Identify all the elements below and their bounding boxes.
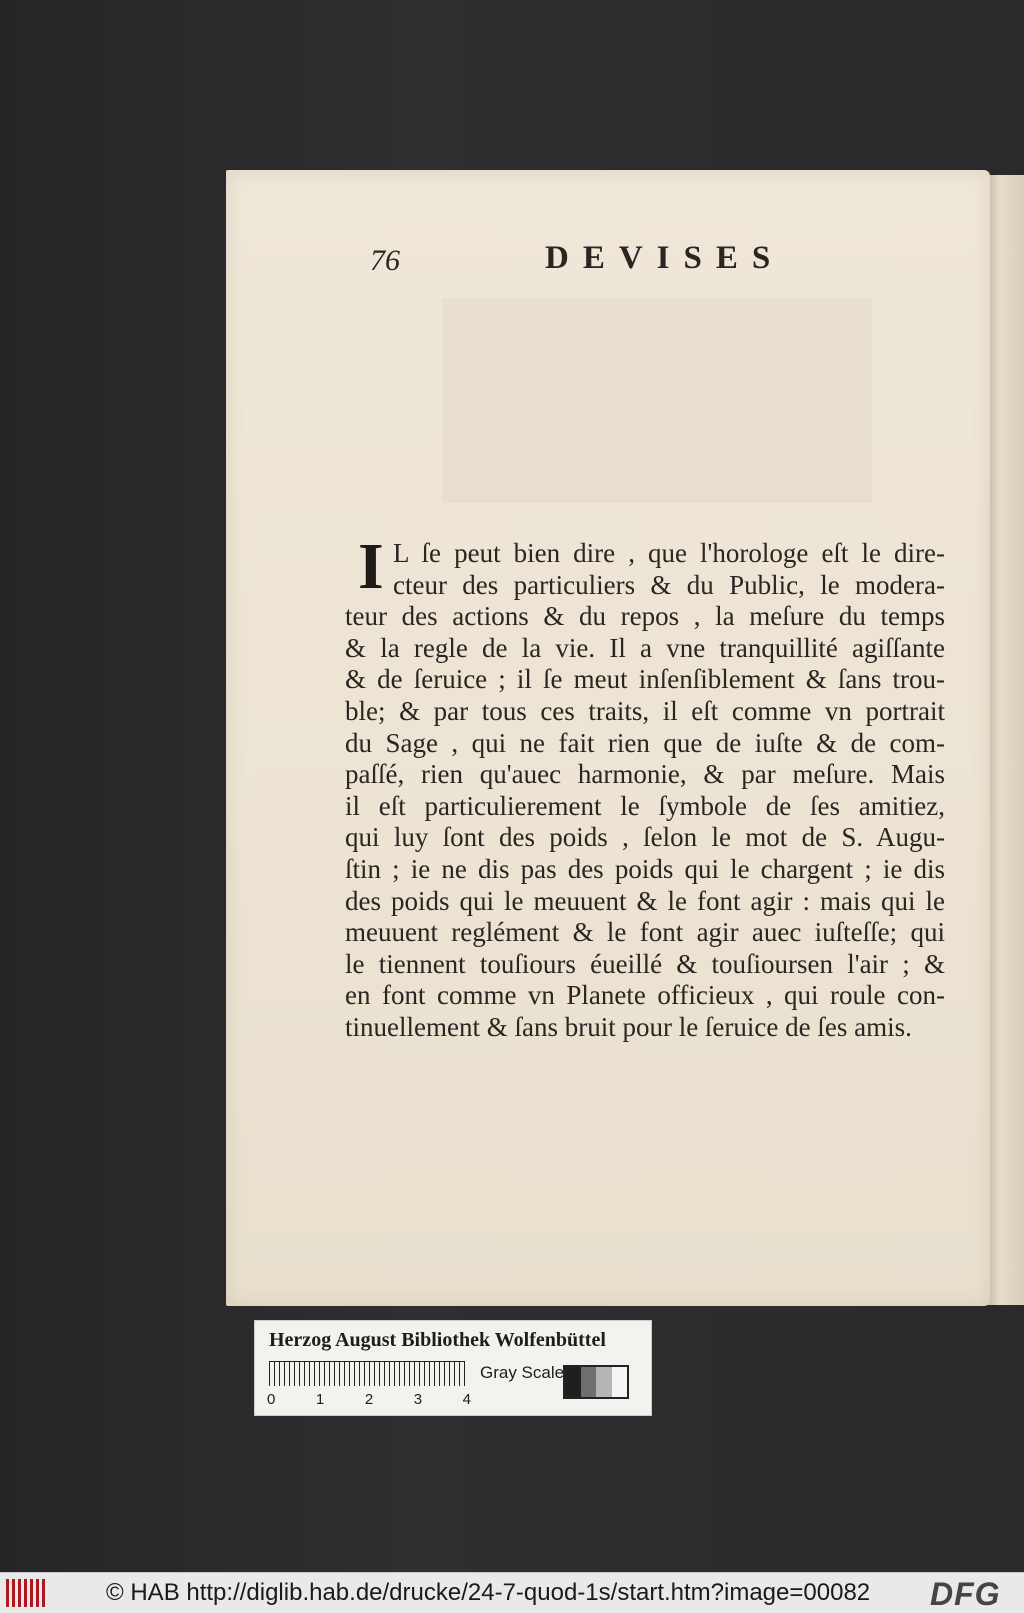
running-head: DEVISES	[545, 240, 785, 276]
text-line: teur des actions & du repos , la meſure du temps	[345, 601, 945, 632]
text-line: & la regle de la vie. Il a vne tranquillité agiſſante	[345, 632, 945, 663]
text-line: le tiennent touſiours éueillé & touſioursen l'air ; &	[345, 948, 945, 979]
body-text	[345, 530, 945, 1044]
text-line: ſtin ; ie ne dis pas des poids qui le chargent ; ie dis	[345, 853, 945, 884]
ruler-number: 0	[267, 1391, 276, 1408]
ruler-number: 2	[364, 1391, 374, 1408]
text-line: cteur des particuliers & du Public, le modera-	[393, 569, 945, 600]
text-line: du Sage , qui ne fait rien que de iuſte & de com-	[345, 727, 945, 758]
text-line: qui luy ſont des poids , ſelon le mot de S. Augu-	[345, 822, 945, 853]
text-line: il eſt particulierement le ſymbole de ſes amitiez,	[345, 790, 945, 821]
source-link[interactable]: © HAB http://diglib.hab.de/drucke/24-7-quod-1s/start.htm?image=00082	[106, 1579, 871, 1606]
text-line: des poids qui le meuuent & le font agir : mais qui le	[345, 885, 945, 916]
ruler-number: 3	[413, 1391, 423, 1408]
card-title: Herzog August Bibliothek Wolfenbüttel	[269, 1329, 606, 1351]
gray-swatch-cell	[565, 1367, 581, 1397]
text-line: L ſe peut bien dire , que l'horologe eſt le dire-	[393, 538, 945, 568]
text-line: en font comme vn Planete officieux , qui roule con-	[345, 980, 945, 1011]
page-number: 76	[370, 244, 400, 277]
viewer-footer	[0, 1572, 1024, 1613]
show-through-area	[442, 298, 872, 503]
text-line: ble; & par tous ces traits, il eſt comme vn portrait	[345, 695, 945, 726]
drop-cap: I	[358, 530, 384, 603]
gray-swatch-cell	[596, 1367, 612, 1397]
gray-swatch-cell	[612, 1367, 628, 1397]
ruler-scale	[269, 1361, 465, 1386]
dfg-logo: DFG	[930, 1576, 1001, 1612]
text-line: paſſé, rien qu'auec harmonie, & par meſure. Mais	[345, 759, 945, 790]
text-line: meuuent reglément & le font agir auec iuſteſſe; qui	[345, 917, 945, 948]
hab-logo-icon	[6, 1579, 46, 1607]
text-line: & de ſeruice ; il ſe meut inſenſiblement & ſans trou-	[345, 664, 945, 695]
ruler-number: 4	[462, 1391, 471, 1408]
text-line: tinuellement & ſans bruit pour le ſeruice de ſes amis.	[345, 1011, 912, 1042]
ruler-numbers	[267, 1391, 471, 1408]
gray-scale-label: Gray Scale	[480, 1363, 565, 1382]
gray-swatch-cell	[581, 1367, 597, 1397]
ruler-number: 1	[315, 1391, 325, 1408]
gray-scale-swatch	[563, 1365, 629, 1399]
color-calibration-card	[254, 1320, 652, 1416]
